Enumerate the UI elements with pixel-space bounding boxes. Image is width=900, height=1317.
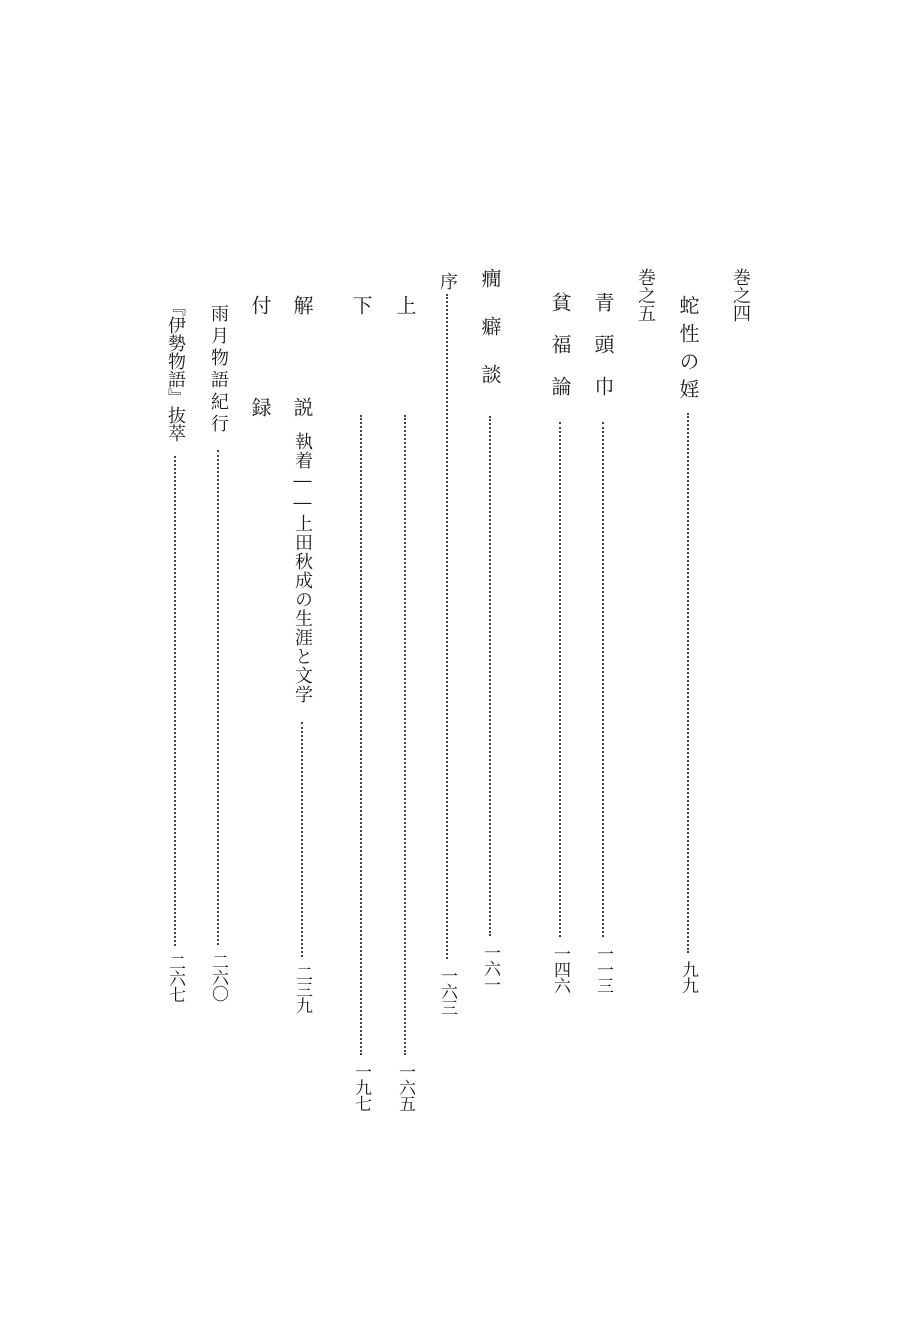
kaisetsu-page-number: 二三九 (292, 965, 312, 1013)
jo-label: 序 (437, 272, 458, 290)
toc-entry-kiko[interactable] (203, 304, 233, 1001)
furoku-title: 付録 (248, 295, 272, 499)
hinpuku-title: 貧福論 (548, 292, 572, 418)
kaisetsu-title: 解説 (290, 295, 314, 499)
kiko-title: 雨月物語紀行 (208, 304, 229, 436)
jo-page-number: 一六三 (437, 967, 457, 1015)
toc-entry-lower[interactable] (346, 295, 376, 1111)
kiko-page-number: 二六〇 (208, 953, 228, 1001)
kaisetsu-subtitle: 執着――上田秋成の生涯と文学 (292, 432, 313, 704)
toc-entry-jo[interactable] (432, 272, 462, 1015)
upper-label: 上 (393, 295, 417, 315)
kuse-leader (489, 416, 491, 936)
toc-entry-upper[interactable] (390, 295, 420, 1111)
toc-entry-jasei[interactable] (673, 295, 703, 993)
toc-entry-aozukin[interactable] (588, 292, 618, 993)
aozukin-page-number: 一一三 (593, 945, 613, 993)
toc-vol5-heading (630, 268, 660, 322)
jasei-title: 蛇性の婬 (676, 295, 700, 407)
vol4-heading-text: 巻之四 (730, 268, 751, 322)
lower-leader (360, 415, 362, 1055)
kiko-leader (217, 450, 219, 945)
jo-leader (446, 294, 448, 959)
hinpuku-leader (559, 422, 561, 937)
ise-leader (174, 456, 176, 946)
toc-entry-hinpuku[interactable] (545, 292, 575, 993)
upper-leader (404, 415, 406, 1055)
vol5-heading-text: 巻之五 (635, 268, 656, 322)
ise-title: 『伊勢物語』抜萃 (165, 298, 186, 442)
toc-entry-kaisetsu-sub[interactable] (287, 432, 317, 1013)
jasei-page-number: 九九 (678, 961, 698, 993)
kuse-title: 癇癖談 (478, 268, 502, 412)
toc-entry-furoku (245, 295, 275, 499)
hinpuku-page-number: 一四六 (550, 945, 570, 993)
toc-entry-ise[interactable] (160, 298, 190, 1002)
aozukin-leader (602, 422, 604, 937)
upper-page-number: 一六五 (395, 1063, 415, 1111)
lower-page-number: 一九七 (351, 1063, 371, 1111)
ise-page-number: 二六七 (165, 954, 185, 1002)
toc-vol4-heading (725, 268, 755, 322)
aozukin-title: 青頭巾 (591, 292, 615, 418)
toc-entry-kuse[interactable] (475, 268, 505, 992)
jasei-leader (687, 413, 689, 953)
lower-label: 下 (349, 295, 373, 315)
kaisetsu-leader (301, 722, 303, 957)
kuse-page-number: 一六一 (480, 944, 500, 992)
